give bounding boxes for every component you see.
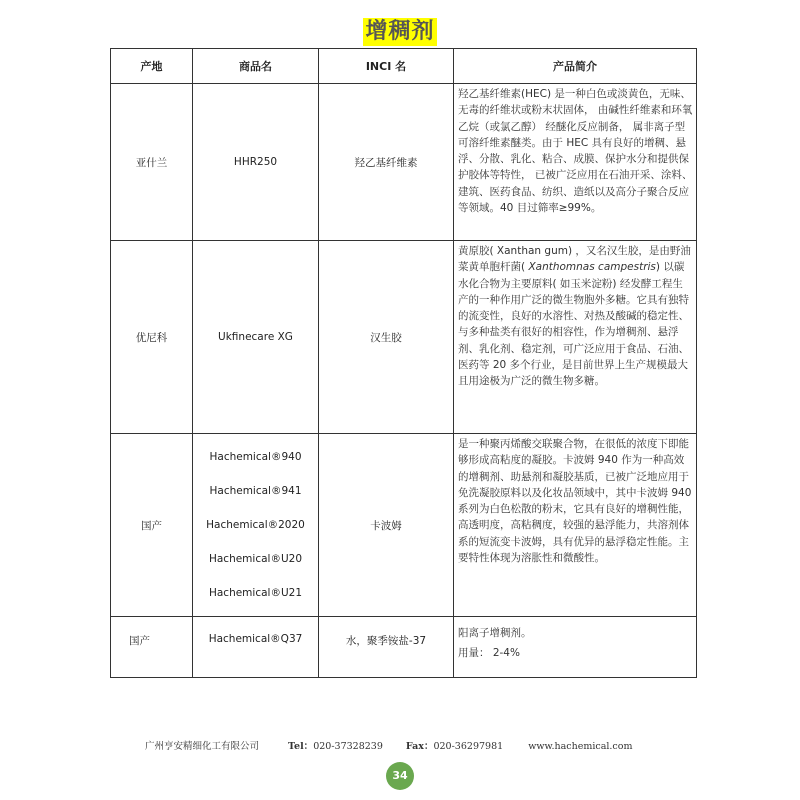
fax [406, 738, 503, 752]
product-cell: Hachemical®Q37 [193, 617, 319, 678]
product-name: Hachemical®941 [209, 485, 302, 497]
product-cell: HHR250 [193, 84, 319, 241]
page-footer [145, 738, 665, 752]
description-line: 用量： 2-4% [458, 647, 520, 659]
description-text: 黄原胶( Xanthan gum) ，又名汉生胶，是由野油菜黄单胞杆菌( [458, 245, 691, 274]
table-header-row [111, 49, 697, 84]
table-row [111, 434, 697, 617]
origin-cell: 国产 [111, 434, 193, 617]
product-list-cell [193, 434, 319, 617]
description-cell: 是一种聚丙烯酸交联聚合物，在很低的浓度下即能够形成高粘度的凝胶。卡波姆 940 作为一种高效的增稠剂、助悬剂和凝胶基质，已被广泛地应用于免洗凝胶原料以及化妆品领域中，其中卡波姆 940 系列为白色松散的粉末，它具有良好的增稠性能，高透明度，高粘稠度，较强的悬浮能力，共溶剂体系的短流变卡波姆，具有优异的悬浮稳定性能。主要特性体现为溶胀性和微酸性。 [454, 434, 697, 617]
table-row [111, 84, 697, 241]
company-name: 广州亨安精细化工有限公司 [145, 741, 260, 752]
table-row [111, 241, 697, 434]
inci-cell: 汉生胶 [319, 241, 454, 434]
inci-cell: 水，聚季铵盐-37 [319, 617, 454, 678]
product-name: Hachemical®U21 [208, 587, 303, 599]
description-text: ) 以碳水化合物为主要原料( 如玉米淀粉) 经发酵工程生产的一种作用广泛的微生物胞外多糖。它具有独特的流变性，良好的水溶性、对热及酸碱的稳定性、与多种盐类有很好的相容性，作为增稠剂、悬浮剂、乳化剂、稳定剂，可广泛应用于食品、石油、医药等 20 多个行业，是目前世界上生产规模最大且用途极为广泛的微生物多糖。 [458, 261, 689, 388]
description-cell [454, 241, 697, 434]
inci-cell: 羟乙基纤维素 [319, 84, 454, 241]
tel-label: Tel： [288, 741, 314, 752]
header-product-name: 商品名 [193, 49, 319, 84]
origin-cell: 优尼科 [111, 241, 193, 434]
header-description: 产品简介 [454, 49, 697, 84]
description-cell: 羟乙基纤维素(HEC) 是一种白色或淡黄色，无味、无毒的纤维状或粉末状固体， 由碱性纤维素和环氧乙烷（或氯乙醇） 经醚化反应制备， 属非离子型可溶纤维素醚类。由于 HEC 具有良好的增稠、悬浮、分散、乳化、粘合、成膜、保护水分和提供保护胶体等特性， 已被广泛应用在石油开采、涂料、建筑、医药食品、纺织、造纸以及高分子聚合反应等领域。40 目过筛率≥99%。 [454, 84, 697, 241]
product-cell: Ukfinecare XG [193, 241, 319, 434]
product-table [110, 48, 697, 678]
fax-number: 020-36297981 [433, 741, 504, 752]
telephone [288, 738, 383, 752]
product-name: Hachemical®940 [209, 451, 302, 463]
species-name: Xanthomnas campestris [528, 261, 656, 274]
origin-cell: 国产 [111, 617, 193, 678]
description-cell [454, 617, 697, 678]
page-title: 增稠剂 [365, 19, 435, 44]
table-row [111, 617, 697, 678]
product-name: Hachemical®2020 [206, 519, 305, 531]
page-number-badge: 34 [386, 762, 414, 790]
inci-cell: 卡波姆 [319, 434, 454, 617]
header-origin: 产地 [111, 49, 193, 84]
website-link[interactable]: www.hachemical.com [528, 741, 633, 752]
description-line: 阳离子增稠剂。 [458, 627, 532, 639]
fax-label: Fax： [405, 741, 434, 752]
tel-number: 020-37328239 [313, 741, 383, 752]
product-name: Hachemical®U20 [208, 553, 303, 565]
title-container [0, 18, 800, 46]
origin-cell: 亚什兰 [111, 84, 193, 241]
header-inci-name: INCI 名 [319, 49, 454, 84]
